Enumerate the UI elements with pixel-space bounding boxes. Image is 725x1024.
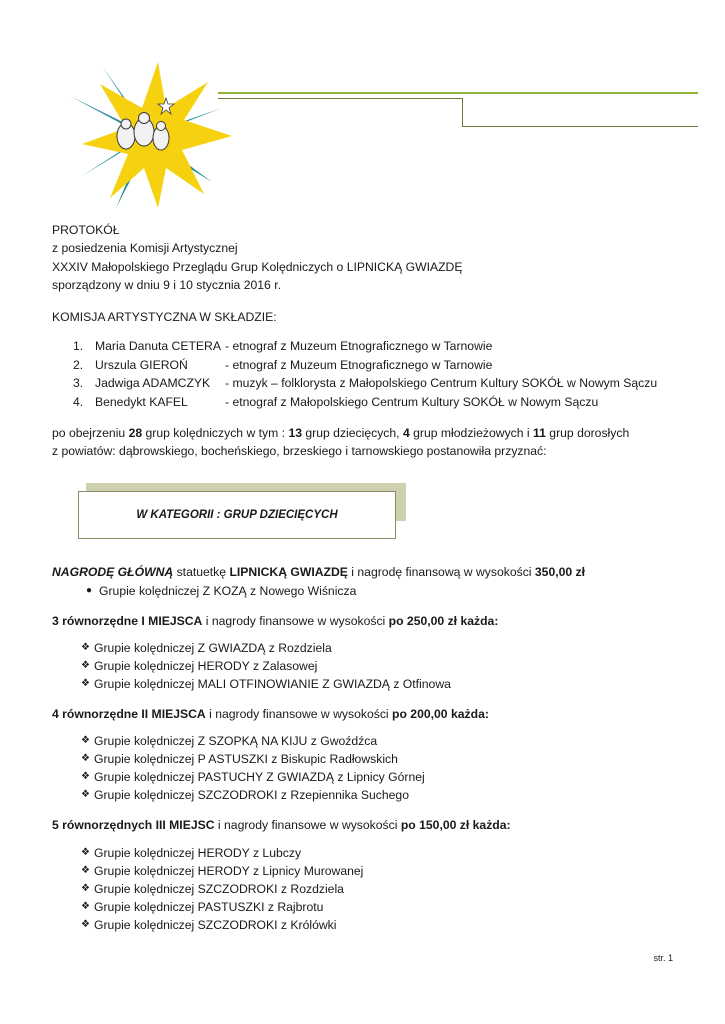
diamond-bullet-icon: ❖	[81, 735, 90, 747]
member-role: - muzyk – folklorysta z Małopolskiego Centrum Kultury SOKÓŁ w Nowym Sączu	[225, 376, 658, 391]
winner-item	[81, 862, 674, 880]
winner-item	[81, 898, 674, 916]
member-name: Maria Danuta CETERA	[95, 339, 221, 354]
summary-text: po obejrzeniu	[52, 426, 129, 441]
place-winners	[52, 844, 674, 934]
member-name: Urszula GIEROŃ	[95, 357, 188, 372]
winner-name: Grupie kolędniczej HERODY z Lubczy	[94, 845, 302, 860]
winner-name: Grupie kolędniczej PASTUCHY Z GWIAZDĄ z Lipnicy Górnej	[94, 770, 425, 785]
member-number: 4.	[73, 394, 84, 409]
place-winners	[52, 639, 674, 693]
member-number: 2.	[73, 357, 84, 372]
member-role: - etnograf z Muzeum Etnograficznego w Tarnowie	[225, 339, 493, 354]
protocol-header	[52, 221, 674, 294]
summary-text: z powiatów: dąbrowskiego, bocheńskiego, brzeskiego i tarnowskiego postanowiła przyznać:	[52, 444, 547, 459]
winner-item	[81, 675, 674, 693]
star-logo	[62, 58, 232, 210]
winner-name: Grupie kolędniczej SZCZODROKI z Królówki	[94, 917, 337, 932]
place-title: 4 równorzędne II MIEJSCA	[52, 707, 206, 722]
winner-name: Grupie kolędniczej P ASTUSZKI z Biskupic Radłowskich	[94, 752, 398, 767]
winner-item	[81, 916, 674, 934]
diamond-bullet-icon: ❖	[81, 771, 90, 783]
dot-bullet-icon: ●	[86, 584, 93, 596]
winner-item	[81, 639, 674, 657]
summary-count: 13	[288, 426, 303, 441]
prize-text: statuetkę	[173, 565, 230, 580]
header-rule	[462, 98, 463, 126]
member-number: 3.	[73, 376, 84, 391]
winner-name: Grupie kolędniczej HERODY z Zalasowej	[94, 659, 318, 674]
place-winners	[52, 732, 674, 804]
winner-name: Grupie kolędniczej PASTUSZKI z Rajbrotu	[94, 899, 324, 914]
diamond-bullet-icon: ❖	[81, 789, 90, 801]
summary-count: 4	[402, 426, 410, 441]
summary-count: 11	[533, 426, 546, 441]
place-text: i nagrody finansowe w wysokości	[202, 613, 389, 628]
diamond-bullet-icon: ❖	[81, 900, 90, 912]
summary-text: grup dorosłych	[545, 426, 630, 441]
header-rule	[218, 98, 463, 99]
diamond-bullet-icon: ❖	[81, 660, 90, 672]
committee-member	[73, 393, 674, 412]
place-title: 5 równorzędnych III MIEJSC	[52, 818, 215, 833]
place-heading	[52, 612, 674, 630]
main-prize-heading	[52, 563, 674, 581]
winner-name: Grupie kolędniczej Z SZOPKĄ NA KIJU z Gwoźdźca	[94, 734, 378, 749]
protocol-line: XXXIV Małopolskiego Przeglądu Grup Kolędniczych o LIPNICKĄ GWIAZDĘ	[52, 259, 463, 274]
place-title: 3 równorzędne I MIEJSCA	[52, 613, 203, 628]
winner-item	[81, 786, 674, 804]
diamond-bullet-icon: ❖	[81, 642, 90, 654]
committee-heading: KOMISJA ARTYSTYCZNA W SKŁADZIE:	[52, 310, 277, 325]
winner-item	[81, 750, 674, 768]
diamond-bullet-icon: ❖	[81, 882, 90, 894]
place-text: i nagrody finansowe w wysokości	[205, 707, 393, 722]
category-label: W KATEGORII : GRUP DZIECIĘCYCH	[78, 491, 396, 539]
winner-item	[81, 844, 674, 862]
winner-item	[86, 582, 674, 600]
header-rule	[462, 126, 698, 127]
member-name: Benedykt KAFEL	[95, 394, 188, 409]
summary-text: grup młodzieżowych i	[409, 426, 534, 441]
place-heading	[52, 816, 674, 834]
winner-name: Grupie kolędniczej HERODY z Lipnicy Murowanej	[94, 863, 364, 878]
page-number: str. 1	[653, 953, 673, 963]
winner-item	[81, 732, 674, 750]
winner-name: Grupie kolędniczej Z GWIAZDĄ z Rozdziela	[94, 641, 332, 656]
committee-member	[73, 374, 674, 393]
diamond-bullet-icon: ❖	[81, 846, 90, 858]
member-name: Jadwiga ADAMCZYK	[95, 376, 211, 391]
prize-amount: 350,00 zł	[534, 565, 586, 580]
place-amount: po 250,00 zł każda:	[388, 613, 499, 628]
diamond-bullet-icon: ❖	[81, 678, 90, 690]
place-heading	[52, 705, 674, 723]
summary-count: 28	[128, 426, 143, 441]
committee-member	[73, 337, 674, 356]
main-prize-title: NAGRODĘ GŁÓWNĄ	[52, 565, 174, 580]
summary-text: grup dziecięcych,	[302, 426, 403, 441]
winner-item	[81, 880, 674, 898]
prize-name: LIPNICKĄ GWIAZDĘ	[229, 565, 348, 580]
diamond-bullet-icon: ❖	[81, 864, 90, 876]
winner-name: Grupie kolędniczej Z KOZĄ z Nowego Wiśnicza	[99, 583, 357, 598]
place-amount: po 200,00 każda:	[392, 707, 489, 722]
committee-member	[73, 356, 674, 375]
member-role: - etnograf z Muzeum Etnograficznego w Tarnowie	[225, 357, 493, 372]
main-prize-winners	[52, 582, 674, 600]
protocol-title: PROTOKÓŁ	[52, 223, 120, 237]
winner-name: Grupie kolędniczej SZCZODROKI z Rozdziela	[94, 881, 344, 896]
summary-paragraph	[52, 424, 674, 460]
protocol-date: sporządzony w dniu 9 i 10 stycznia 2016 r.	[52, 277, 281, 292]
committee-list	[52, 337, 674, 411]
protocol-line: z posiedzenia Komisji Artystycznej	[52, 241, 238, 256]
place-text: i nagrody finansowe w wysokości	[214, 818, 401, 833]
document-body	[52, 221, 674, 934]
header-rule	[218, 92, 698, 94]
member-number: 1.	[73, 339, 84, 354]
winner-item	[81, 768, 674, 786]
place-amount: po 150,00 zł każda:	[400, 818, 511, 833]
summary-text: grup kolędniczych w tym :	[142, 426, 289, 441]
winner-item	[81, 657, 674, 675]
winner-name: Grupie kolędniczej SZCZODROKI z Rzepiennika Suchego	[94, 788, 409, 803]
member-role: - etnograf z Małopolskiego Centrum Kultury SOKÓŁ w Nowym Sączu	[225, 394, 599, 409]
diamond-bullet-icon: ❖	[81, 918, 90, 930]
diamond-bullet-icon: ❖	[81, 753, 90, 765]
prize-text: i nagrodę finansową w wysokości	[347, 565, 535, 580]
winner-name: Grupie kolędniczej MALI OTFINOWIANIE Z GWIAZDĄ z Otfinowa	[94, 677, 451, 692]
category-banner	[52, 473, 674, 551]
